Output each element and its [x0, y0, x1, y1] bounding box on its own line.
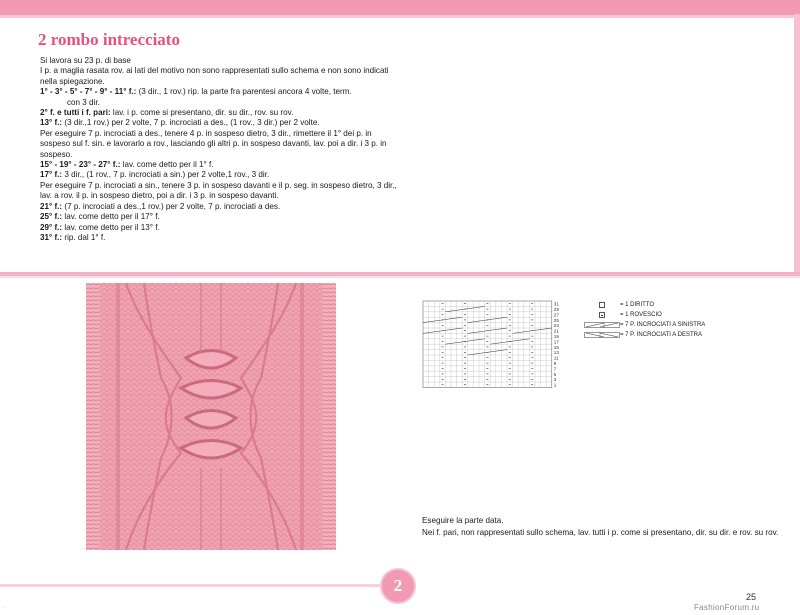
watermark: FashionForum.ru [694, 603, 760, 612]
row-text: lav. come detto per il 13° f. [62, 222, 160, 232]
page-number: 25 [746, 592, 757, 602]
row-label: 1° - 3° - 5° - 7° - 9° - 11° f.: [40, 87, 137, 97]
row-text: rip. dal 1° f. [62, 232, 106, 242]
note-line: Eseguire la parte data. [422, 516, 504, 525]
legend-label: = 7 P. INCROCIATI A SINISTRA [620, 322, 706, 328]
row-label: 31° f.: [40, 232, 63, 242]
legend-row-cable-right [584, 330, 705, 340]
page-title: 2 rombo intrecciato [38, 30, 180, 49]
row-number: 19 [553, 334, 559, 339]
instruction-row [40, 108, 400, 118]
note-line: Nei f. pari, non rappresentati sullo schema, lav. tutti i p. come si presentano, dir. su dir. e rov. su rov. [422, 528, 779, 537]
purl-stitch-icon [599, 312, 605, 318]
legend-row-knit [584, 300, 705, 310]
row-number: 29 [553, 307, 559, 312]
row-text: lav. come detto per il 1° f. [120, 160, 214, 170]
instructions-block [40, 56, 400, 243]
row-number: 11 [553, 355, 559, 361]
instruction-row [40, 87, 400, 97]
row-number: 7 [553, 366, 557, 372]
instruction-line: I p. a maglia rasata rov. ai lati del motivo non sono rappresentati sullo schema e non sono indicati nella spiegazione. [40, 66, 389, 86]
row-label: 17° f.: [40, 170, 63, 180]
instruction-row [40, 202, 400, 212]
instruction-row [40, 223, 400, 233]
instruction-row [40, 212, 400, 222]
row-number: 9 [553, 361, 557, 366]
chapter-badge: 2 [380, 568, 416, 604]
stitch-chart [422, 300, 560, 390]
footer-line [0, 584, 380, 587]
row-number: 17 [553, 339, 559, 345]
cable-right-icon [584, 332, 620, 338]
instruction-paragraph: Per eseguire 7 p. incrociati a des., tenere 4 p. in sospeso dietro, 3 dir., rimettere il 1° dei p. in sospeso sul f. sin. e lavorarlo a rov., lasciando gli altri p. in sospeso davanti, lav. poi a dir. i 3 p. in sospeso. [40, 128, 387, 159]
row-number: 15 [553, 344, 559, 350]
row-number: 31 [553, 301, 559, 307]
row-text: (3 dir., 1 rov.) rip. la parte fra parentesi ancora 4 volte, term. [136, 87, 352, 97]
row-number: 3 [553, 377, 557, 383]
row-label: 2° f. e tutti i f. pari: [40, 108, 111, 118]
legend-label: = 1 ROVESCIO [620, 312, 662, 318]
top-band-fade [0, 15, 800, 18]
row-label: 15° - 19° - 23° - 27° f.: [40, 160, 121, 170]
legend-row-cable-left [584, 320, 705, 330]
row-number: 27 [553, 312, 559, 318]
instruction-row [40, 160, 400, 170]
instruction-row [40, 118, 400, 128]
knit-stitch-icon [599, 302, 605, 308]
instruction-row [40, 233, 400, 243]
instruction-line: con 3 dir. [67, 97, 100, 107]
chart-legend [584, 300, 705, 340]
row-text: (3 dir.,1 rov.) per 2 volte, 7 p. incrociati a des., (1 rov., 3 dir.) per 2 volte. [62, 118, 320, 128]
row-text: lav. i p. come si presentano, dir. su dir., rov. su rov. [110, 108, 294, 118]
row-text: 3 dir., (1 rov., 7 p. incrociati a sin.) per 2 volte,1 rov., 3 dir. [62, 170, 270, 180]
row-label: 25° f.: [40, 212, 63, 222]
row-label: 13° f.: [40, 118, 63, 128]
row-number: 21 [553, 328, 559, 334]
legend-label: = 7 P. INCROCIATI A DESTRA [620, 332, 702, 338]
row-text: lav. come detto per il 17° f. [62, 212, 160, 222]
knitted-swatch-photo [86, 283, 336, 550]
row-label: 29° f.: [40, 222, 63, 232]
legend-label: = 1 DIRITTO [620, 302, 655, 308]
section-divider-shade [0, 276, 800, 278]
row-number: 1 [553, 382, 557, 388]
instruction-row [40, 170, 400, 180]
row-number: 13 [553, 350, 559, 356]
row-number: 23 [553, 323, 559, 329]
right-edge-strip [794, 14, 800, 276]
corner-mark: · [2, 605, 4, 611]
instruction-line: Si lavora su 23 p. di base [40, 56, 131, 65]
notes-block [422, 515, 782, 539]
row-number: 25 [553, 317, 559, 323]
row-label: 21° f.: [40, 201, 63, 211]
row-number: 5 [553, 371, 557, 377]
row-text: (7 p. incrociati a des.,1 rov.) per 2 volte, 7 p. incrociati a des. [62, 201, 281, 211]
legend-row-purl [584, 310, 705, 320]
top-band [0, 0, 800, 15]
instruction-paragraph: Per eseguire 7 p. incrociati a sin., tenere 3 p. in sospeso davanti e il p. seg. in sospeso dietro, 3 dir., lav. a rov. il p. in sospeso dietro, poi a dir. i 3 p. in sospeso davanti. [40, 180, 397, 201]
cable-left-icon [584, 322, 620, 328]
